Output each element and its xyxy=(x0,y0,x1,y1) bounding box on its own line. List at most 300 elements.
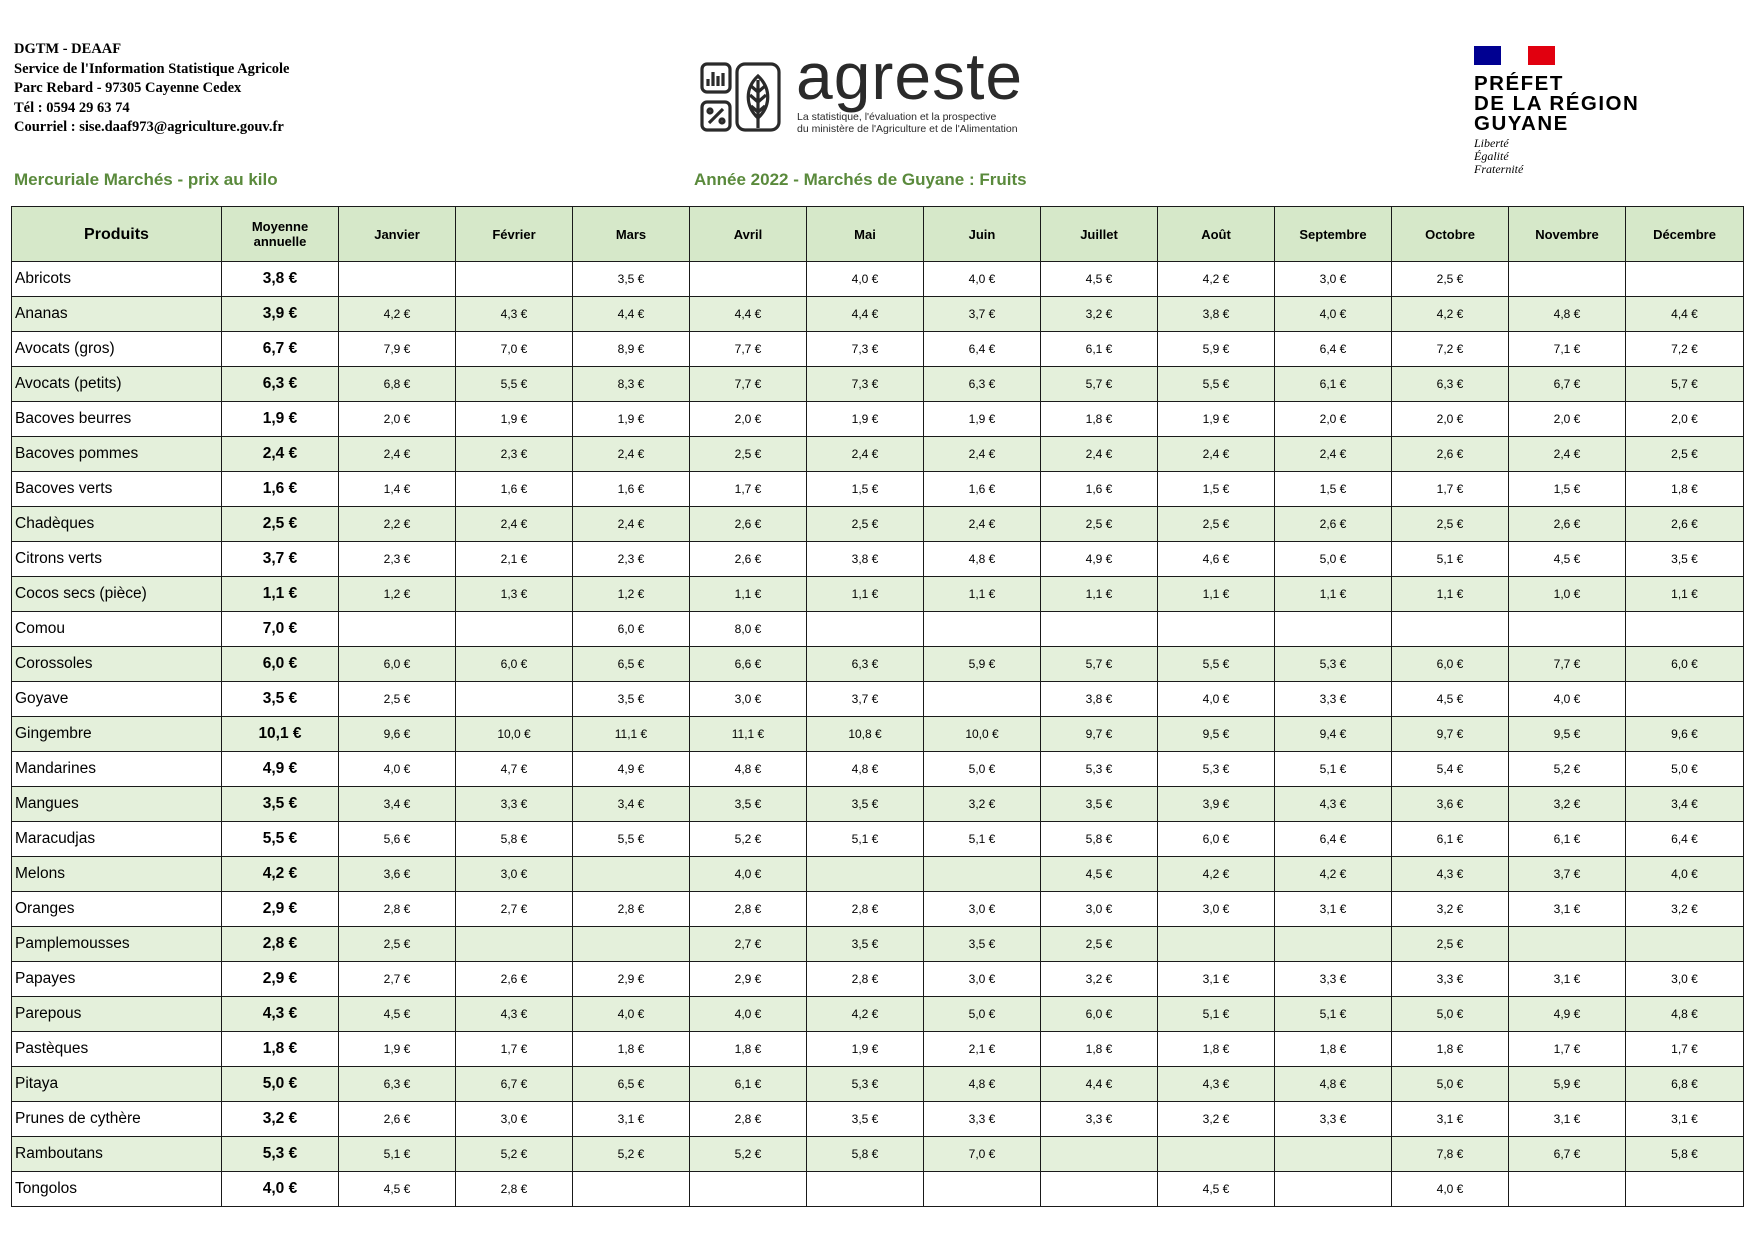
column-header: Janvier xyxy=(339,207,456,262)
column-header: Août xyxy=(1158,207,1275,262)
monthly-price-cell: 5,0 € xyxy=(924,752,1041,787)
table-row xyxy=(12,787,1744,822)
annual-average-cell: 5,5 € xyxy=(222,822,339,857)
monthly-price-cell: 7,9 € xyxy=(339,332,456,367)
monthly-price-cell: 5,3 € xyxy=(1275,647,1392,682)
monthly-price-cell: 1,1 € xyxy=(807,577,924,612)
logo-tagline-line-1: La statistique, l'évaluation et la prospective xyxy=(797,111,997,123)
monthly-price-cell: 5,7 € xyxy=(1626,367,1744,402)
table-row xyxy=(12,577,1744,612)
logo-tagline xyxy=(797,111,1018,135)
organization-address-block xyxy=(14,40,289,138)
monthly-price-cell: 6,0 € xyxy=(1158,822,1275,857)
annual-average-cell: 7,0 € xyxy=(222,612,339,647)
product-name-cell: Pamplemousses xyxy=(12,927,222,962)
monthly-price-cell: 4,5 € xyxy=(1509,542,1626,577)
monthly-price-cell: 7,2 € xyxy=(1626,332,1744,367)
monthly-price-cell xyxy=(1626,262,1744,297)
monthly-price-cell: 2,5 € xyxy=(807,507,924,542)
monthly-price-cell: 2,4 € xyxy=(339,437,456,472)
monthly-price-cell xyxy=(1509,612,1626,647)
org-line: Parc Rebard - 97305 Cayenne Cedex xyxy=(14,80,242,96)
product-name-cell: Cocos secs (pièce) xyxy=(12,577,222,612)
monthly-price-cell xyxy=(1392,612,1509,647)
monthly-price-cell: 4,0 € xyxy=(1626,857,1744,892)
monthly-price-cell: 5,5 € xyxy=(573,822,690,857)
monthly-price-cell xyxy=(1041,612,1158,647)
annual-average-cell: 1,8 € xyxy=(222,1032,339,1067)
monthly-price-cell: 3,5 € xyxy=(807,1102,924,1137)
product-name-cell: Ramboutans xyxy=(12,1137,222,1172)
monthly-price-cell: 5,7 € xyxy=(1041,367,1158,402)
org-line: DGTM - DEAAF xyxy=(14,41,122,57)
monthly-price-cell: 5,5 € xyxy=(1158,367,1275,402)
monthly-price-cell: 7,0 € xyxy=(456,332,573,367)
column-header: Février xyxy=(456,207,573,262)
monthly-price-cell: 3,4 € xyxy=(1626,787,1744,822)
monthly-price-cell xyxy=(807,857,924,892)
monthly-price-cell xyxy=(1626,927,1744,962)
product-name-cell: Mandarines xyxy=(12,752,222,787)
monthly-price-cell: 3,0 € xyxy=(1275,262,1392,297)
monthly-price-cell: 2,6 € xyxy=(1509,507,1626,542)
monthly-price-cell: 3,9 € xyxy=(1158,787,1275,822)
motto-line: Égalité xyxy=(1474,149,1509,163)
monthly-price-cell: 7,2 € xyxy=(1392,332,1509,367)
annual-average-cell: 10,1 € xyxy=(222,717,339,752)
monthly-price-cell: 11,1 € xyxy=(690,717,807,752)
monthly-price-cell: 6,1 € xyxy=(1509,822,1626,857)
column-header-produits: Produits xyxy=(12,207,222,262)
monthly-price-cell: 2,3 € xyxy=(573,542,690,577)
monthly-price-cell: 4,8 € xyxy=(807,752,924,787)
monthly-price-cell: 9,7 € xyxy=(1041,717,1158,752)
monthly-price-cell: 1,7 € xyxy=(456,1032,573,1067)
table-body xyxy=(12,262,1744,1207)
monthly-price-cell xyxy=(1626,1172,1744,1207)
monthly-price-cell: 3,7 € xyxy=(924,297,1041,332)
monthly-price-cell xyxy=(807,1172,924,1207)
table-header-row xyxy=(12,207,1744,262)
monthly-price-cell: 1,9 € xyxy=(807,402,924,437)
monthly-price-cell: 4,2 € xyxy=(1275,857,1392,892)
monthly-price-cell: 7,1 € xyxy=(1509,332,1626,367)
table-row xyxy=(12,402,1744,437)
monthly-price-cell xyxy=(1275,1172,1392,1207)
monthly-price-cell xyxy=(690,1172,807,1207)
agreste-logo xyxy=(700,39,1080,142)
annual-average-cell: 1,6 € xyxy=(222,472,339,507)
monthly-price-cell: 5,1 € xyxy=(1275,752,1392,787)
monthly-price-cell xyxy=(1041,1172,1158,1207)
monthly-price-cell: 6,0 € xyxy=(1392,647,1509,682)
product-name-cell: Tongolos xyxy=(12,1172,222,1207)
monthly-price-cell: 1,1 € xyxy=(1041,577,1158,612)
monthly-price-cell: 4,2 € xyxy=(339,297,456,332)
monthly-price-cell: 3,2 € xyxy=(1509,787,1626,822)
table-row xyxy=(12,752,1744,787)
monthly-price-cell: 6,0 € xyxy=(1626,647,1744,682)
monthly-price-cell: 3,2 € xyxy=(1041,962,1158,997)
table-row xyxy=(12,647,1744,682)
monthly-price-cell: 6,3 € xyxy=(1392,367,1509,402)
monthly-price-cell: 4,4 € xyxy=(690,297,807,332)
monthly-price-cell xyxy=(1275,927,1392,962)
monthly-price-cell: 3,5 € xyxy=(807,787,924,822)
column-header: Novembre xyxy=(1509,207,1626,262)
monthly-price-cell: 1,8 € xyxy=(1041,402,1158,437)
monthly-price-cell: 5,8 € xyxy=(456,822,573,857)
monthly-price-cell: 1,9 € xyxy=(573,402,690,437)
monthly-price-cell xyxy=(1509,927,1626,962)
monthly-price-cell: 4,3 € xyxy=(1392,857,1509,892)
monthly-price-cell xyxy=(456,612,573,647)
monthly-price-cell: 4,4 € xyxy=(807,297,924,332)
product-name-cell: Avocats (gros) xyxy=(12,332,222,367)
monthly-price-cell xyxy=(573,1172,690,1207)
annual-average-cell: 4,3 € xyxy=(222,997,339,1032)
monthly-price-cell: 2,4 € xyxy=(456,507,573,542)
monthly-price-cell xyxy=(1158,927,1275,962)
product-name-cell: Papayes xyxy=(12,962,222,997)
product-name-cell: Bacoves pommes xyxy=(12,437,222,472)
product-name-cell: Goyave xyxy=(12,682,222,717)
monthly-price-cell: 4,2 € xyxy=(1158,262,1275,297)
table-row xyxy=(12,262,1744,297)
monthly-price-cell: 4,0 € xyxy=(690,997,807,1032)
monthly-price-cell xyxy=(573,927,690,962)
monthly-price-cell: 4,2 € xyxy=(807,997,924,1032)
monthly-price-cell: 2,7 € xyxy=(690,927,807,962)
monthly-price-cell: 10,8 € xyxy=(807,717,924,752)
monthly-price-cell: 9,6 € xyxy=(1626,717,1744,752)
monthly-price-cell: 3,3 € xyxy=(456,787,573,822)
table-row xyxy=(12,1137,1744,1172)
table-row xyxy=(12,927,1744,962)
monthly-price-cell xyxy=(339,262,456,297)
annual-average-cell: 6,7 € xyxy=(222,332,339,367)
annual-average-cell: 2,9 € xyxy=(222,962,339,997)
monthly-price-cell: 1,2 € xyxy=(573,577,690,612)
table-row xyxy=(12,997,1744,1032)
monthly-price-cell: 2,6 € xyxy=(339,1102,456,1137)
monthly-price-cell: 6,5 € xyxy=(573,647,690,682)
monthly-price-cell: 5,0 € xyxy=(1626,752,1744,787)
org-line: Service de l'Information Statistique Agricole xyxy=(14,60,290,77)
annual-average-cell: 1,1 € xyxy=(222,577,339,612)
monthly-price-cell: 2,3 € xyxy=(456,437,573,472)
prefet-title-line: DE LA RÉGION xyxy=(1474,92,1640,115)
monthly-price-cell: 6,7 € xyxy=(1509,1137,1626,1172)
monthly-price-cell: 4,0 € xyxy=(1275,297,1392,332)
monthly-price-cell: 5,0 € xyxy=(1275,542,1392,577)
price-table xyxy=(11,206,1744,1207)
monthly-price-cell: 5,0 € xyxy=(1392,997,1509,1032)
monthly-price-cell: 3,7 € xyxy=(1509,857,1626,892)
monthly-price-cell: 1,6 € xyxy=(924,472,1041,507)
monthly-price-cell: 2,1 € xyxy=(456,542,573,577)
annual-average-cell: 3,2 € xyxy=(222,1102,339,1137)
monthly-price-cell: 2,4 € xyxy=(1275,437,1392,472)
monthly-price-cell: 1,1 € xyxy=(1275,577,1392,612)
monthly-price-cell: 1,8 € xyxy=(573,1032,690,1067)
monthly-price-cell: 1,0 € xyxy=(1509,577,1626,612)
monthly-price-cell: 2,4 € xyxy=(924,507,1041,542)
monthly-price-cell: 3,0 € xyxy=(456,857,573,892)
monthly-price-cell: 2,9 € xyxy=(690,962,807,997)
monthly-price-cell: 2,8 € xyxy=(690,892,807,927)
monthly-price-cell: 1,8 € xyxy=(1392,1032,1509,1067)
monthly-price-cell: 1,7 € xyxy=(1626,1032,1744,1067)
monthly-price-cell: 6,7 € xyxy=(1509,367,1626,402)
monthly-price-cell: 2,6 € xyxy=(690,542,807,577)
monthly-price-cell: 3,1 € xyxy=(1392,1102,1509,1137)
table-row xyxy=(12,962,1744,997)
monthly-price-cell: 5,2 € xyxy=(456,1137,573,1172)
monthly-price-cell: 3,3 € xyxy=(1275,682,1392,717)
monthly-price-cell: 5,2 € xyxy=(1509,752,1626,787)
monthly-price-cell: 6,0 € xyxy=(573,612,690,647)
monthly-price-cell: 7,3 € xyxy=(807,332,924,367)
monthly-price-cell: 1,5 € xyxy=(1509,472,1626,507)
monthly-price-cell: 6,0 € xyxy=(339,647,456,682)
monthly-price-cell: 3,5 € xyxy=(573,682,690,717)
monthly-price-cell: 6,3 € xyxy=(924,367,1041,402)
monthly-price-cell: 5,1 € xyxy=(339,1137,456,1172)
monthly-price-cell xyxy=(1626,682,1744,717)
monthly-price-cell: 3,2 € xyxy=(1158,1102,1275,1137)
monthly-price-cell: 3,6 € xyxy=(339,857,456,892)
column-header: Mars xyxy=(573,207,690,262)
monthly-price-cell: 4,6 € xyxy=(1158,542,1275,577)
monthly-price-cell: 1,1 € xyxy=(1626,577,1744,612)
french-flag-icon xyxy=(1474,46,1555,65)
monthly-price-cell: 5,1 € xyxy=(924,822,1041,857)
monthly-price-cell: 7,7 € xyxy=(690,332,807,367)
column-header: Octobre xyxy=(1392,207,1509,262)
monthly-price-cell: 7,7 € xyxy=(1509,647,1626,682)
monthly-price-cell: 5,9 € xyxy=(924,647,1041,682)
monthly-price-cell: 3,0 € xyxy=(1626,962,1744,997)
column-header: Juillet xyxy=(1041,207,1158,262)
logo-tagline-line-2: du ministère de l'Agriculture et de l'Alimentation xyxy=(797,123,1018,135)
table-row xyxy=(12,682,1744,717)
monthly-price-cell: 5,3 € xyxy=(1158,752,1275,787)
report-subtitle: Mercuriale Marchés - prix au kilo xyxy=(14,170,278,189)
monthly-price-cell: 4,8 € xyxy=(924,542,1041,577)
monthly-price-cell: 4,2 € xyxy=(1158,857,1275,892)
monthly-price-cell: 5,8 € xyxy=(1041,822,1158,857)
monthly-price-cell: 5,6 € xyxy=(339,822,456,857)
column-header: Juin xyxy=(924,207,1041,262)
monthly-price-cell: 5,5 € xyxy=(1158,647,1275,682)
table-row xyxy=(12,1172,1744,1207)
monthly-price-cell: 1,8 € xyxy=(1275,1032,1392,1067)
table-row xyxy=(12,892,1744,927)
monthly-price-cell: 8,0 € xyxy=(690,612,807,647)
monthly-price-cell: 1,9 € xyxy=(339,1032,456,1067)
monthly-price-cell: 7,0 € xyxy=(924,1137,1041,1172)
prefet-title xyxy=(1474,74,1639,134)
annual-average-cell: 2,5 € xyxy=(222,507,339,542)
monthly-price-cell: 2,8 € xyxy=(807,962,924,997)
annual-average-cell: 3,5 € xyxy=(222,682,339,717)
monthly-price-cell: 4,0 € xyxy=(1158,682,1275,717)
prefet-motto xyxy=(1474,137,1639,176)
monthly-price-cell: 5,5 € xyxy=(456,367,573,402)
monthly-price-cell: 4,3 € xyxy=(1275,787,1392,822)
monthly-price-cell: 1,9 € xyxy=(1158,402,1275,437)
monthly-price-cell: 1,9 € xyxy=(924,402,1041,437)
monthly-price-cell: 4,4 € xyxy=(1626,297,1744,332)
prefet-title-line: PRÉFET xyxy=(1474,72,1564,95)
monthly-price-cell xyxy=(690,262,807,297)
monthly-price-cell: 3,5 € xyxy=(924,927,1041,962)
monthly-price-cell: 2,4 € xyxy=(1509,437,1626,472)
annual-average-cell: 2,8 € xyxy=(222,927,339,962)
monthly-price-cell: 1,6 € xyxy=(456,472,573,507)
table-row xyxy=(12,437,1744,472)
monthly-price-cell: 1,5 € xyxy=(1275,472,1392,507)
monthly-price-cell: 3,1 € xyxy=(1509,1102,1626,1137)
monthly-price-cell: 2,4 € xyxy=(1158,437,1275,472)
monthly-price-cell: 3,6 € xyxy=(1392,787,1509,822)
monthly-price-cell: 3,5 € xyxy=(690,787,807,822)
monthly-price-cell: 2,0 € xyxy=(1626,402,1744,437)
annual-average-cell: 6,0 € xyxy=(222,647,339,682)
monthly-price-cell: 5,8 € xyxy=(807,1137,924,1172)
monthly-price-cell: 2,5 € xyxy=(1626,437,1744,472)
monthly-price-cell: 5,9 € xyxy=(1509,1067,1626,1102)
monthly-price-cell: 2,5 € xyxy=(1041,927,1158,962)
column-header: Septembre xyxy=(1275,207,1392,262)
monthly-price-cell xyxy=(807,612,924,647)
monthly-price-cell xyxy=(924,857,1041,892)
annual-average-cell: 2,9 € xyxy=(222,892,339,927)
monthly-price-cell: 6,4 € xyxy=(1626,822,1744,857)
monthly-price-cell: 10,0 € xyxy=(456,717,573,752)
monthly-price-cell: 6,1 € xyxy=(690,1067,807,1102)
monthly-price-cell: 3,3 € xyxy=(924,1102,1041,1137)
monthly-price-cell: 3,7 € xyxy=(807,682,924,717)
annual-average-cell: 5,0 € xyxy=(222,1067,339,1102)
monthly-price-cell: 4,3 € xyxy=(456,997,573,1032)
monthly-price-cell: 6,0 € xyxy=(1041,997,1158,1032)
monthly-price-cell xyxy=(924,682,1041,717)
monthly-price-cell: 3,1 € xyxy=(573,1102,690,1137)
monthly-price-cell: 1,2 € xyxy=(339,577,456,612)
monthly-price-cell: 3,0 € xyxy=(690,682,807,717)
monthly-price-cell: 4,9 € xyxy=(573,752,690,787)
monthly-price-cell: 9,7 € xyxy=(1392,717,1509,752)
monthly-price-cell: 4,5 € xyxy=(339,1172,456,1207)
monthly-price-cell: 4,8 € xyxy=(1509,297,1626,332)
monthly-price-cell: 5,4 € xyxy=(1392,752,1509,787)
monthly-price-cell: 6,0 € xyxy=(456,647,573,682)
monthly-price-cell: 3,3 € xyxy=(1041,1102,1158,1137)
monthly-price-cell: 1,4 € xyxy=(339,472,456,507)
monthly-price-cell: 2,5 € xyxy=(690,437,807,472)
monthly-price-cell: 2,5 € xyxy=(1392,507,1509,542)
monthly-price-cell: 8,3 € xyxy=(573,367,690,402)
monthly-price-cell: 3,2 € xyxy=(924,787,1041,822)
monthly-price-cell: 4,0 € xyxy=(339,752,456,787)
monthly-price-cell: 2,5 € xyxy=(339,927,456,962)
monthly-price-cell: 4,0 € xyxy=(807,262,924,297)
table-row xyxy=(12,857,1744,892)
monthly-price-cell: 4,0 € xyxy=(924,262,1041,297)
monthly-price-cell xyxy=(1158,612,1275,647)
monthly-price-cell xyxy=(456,262,573,297)
monthly-price-cell: 7,3 € xyxy=(807,367,924,402)
monthly-price-cell: 4,5 € xyxy=(1041,262,1158,297)
monthly-price-cell: 1,1 € xyxy=(1158,577,1275,612)
product-name-cell: Citrons verts xyxy=(12,542,222,577)
column-header: Décembre xyxy=(1626,207,1744,262)
org-line: Courriel : sise.daaf973@agriculture.gouv.fr xyxy=(14,119,284,135)
monthly-price-cell xyxy=(1041,1137,1158,1172)
monthly-price-cell: 5,1 € xyxy=(807,822,924,857)
monthly-price-cell: 2,6 € xyxy=(690,507,807,542)
monthly-price-cell: 1,7 € xyxy=(1392,472,1509,507)
monthly-price-cell: 4,4 € xyxy=(1041,1067,1158,1102)
table-row xyxy=(12,297,1744,332)
table-row xyxy=(12,822,1744,857)
monthly-price-cell xyxy=(924,612,1041,647)
monthly-price-cell: 2,4 € xyxy=(1041,437,1158,472)
monthly-price-cell: 3,0 € xyxy=(1158,892,1275,927)
monthly-price-cell: 5,3 € xyxy=(1041,752,1158,787)
monthly-price-cell: 1,1 € xyxy=(1392,577,1509,612)
column-header: Moyenne annuelle xyxy=(222,207,339,262)
product-name-cell: Mangues xyxy=(12,787,222,822)
annual-average-cell: 4,0 € xyxy=(222,1172,339,1207)
product-name-cell: Chadèques xyxy=(12,507,222,542)
monthly-price-cell: 1,8 € xyxy=(1626,472,1744,507)
monthly-price-cell: 5,1 € xyxy=(1158,997,1275,1032)
monthly-price-cell: 3,1 € xyxy=(1626,1102,1744,1137)
monthly-price-cell: 2,7 € xyxy=(456,892,573,927)
monthly-price-cell: 2,6 € xyxy=(1626,507,1744,542)
monthly-price-cell: 5,3 € xyxy=(807,1067,924,1102)
monthly-price-cell: 1,8 € xyxy=(1158,1032,1275,1067)
monthly-price-cell: 5,1 € xyxy=(1275,997,1392,1032)
monthly-price-cell: 3,8 € xyxy=(1041,682,1158,717)
monthly-price-cell: 1,8 € xyxy=(1041,1032,1158,1067)
monthly-price-cell: 2,9 € xyxy=(573,962,690,997)
monthly-price-cell: 6,8 € xyxy=(339,367,456,402)
monthly-price-cell: 1,7 € xyxy=(1509,1032,1626,1067)
monthly-price-cell: 3,1 € xyxy=(1509,892,1626,927)
monthly-price-cell: 2,8 € xyxy=(573,892,690,927)
monthly-price-cell: 4,7 € xyxy=(456,752,573,787)
monthly-price-cell: 3,2 € xyxy=(1626,892,1744,927)
monthly-price-cell: 2,5 € xyxy=(1158,507,1275,542)
monthly-price-cell: 6,1 € xyxy=(1041,332,1158,367)
monthly-price-cell: 2,1 € xyxy=(924,1032,1041,1067)
monthly-price-cell xyxy=(339,612,456,647)
product-name-cell: Gingembre xyxy=(12,717,222,752)
monthly-price-cell: 3,0 € xyxy=(1041,892,1158,927)
monthly-price-cell: 1,8 € xyxy=(690,1032,807,1067)
monthly-price-cell: 4,9 € xyxy=(1509,997,1626,1032)
annual-average-cell: 3,7 € xyxy=(222,542,339,577)
monthly-price-cell: 3,1 € xyxy=(1509,962,1626,997)
table-row xyxy=(12,332,1744,367)
monthly-price-cell: 2,4 € xyxy=(807,437,924,472)
product-name-cell: Prunes de cythère xyxy=(12,1102,222,1137)
monthly-price-cell xyxy=(456,682,573,717)
